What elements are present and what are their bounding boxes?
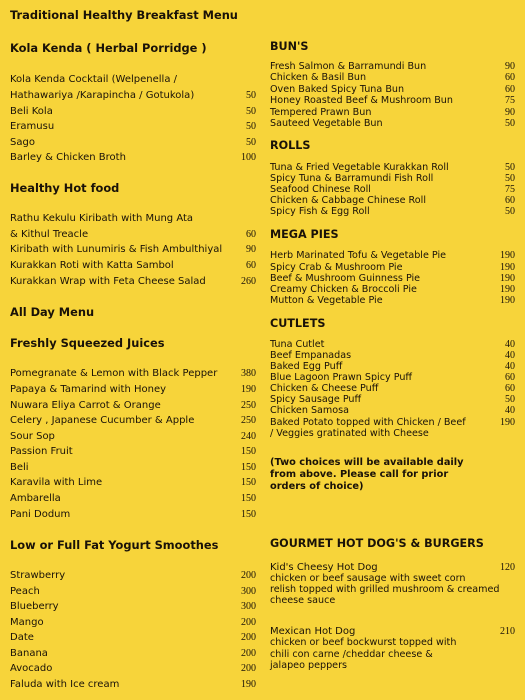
menu-item-name: Oven Baked Spicy Tuna Bun <box>270 84 405 95</box>
menu-item-price: 190 <box>241 679 256 690</box>
menu-item-price: 50 <box>505 206 515 217</box>
menu-item-price: 40 <box>505 361 515 372</box>
menu-item-name: Creamy Chicken & Broccoli Pie <box>270 284 417 295</box>
mega-pies-heading: MEGA PIES <box>270 228 339 241</box>
menu-item-description: chicken or beef bockwurst topped with <box>270 637 457 648</box>
menu-item-name: Sauteed Vegetable Bun <box>270 118 383 129</box>
menu-item-name: Herb Marinated Tofu & Vegetable Pie <box>270 250 447 261</box>
menu-item-name: Spicy Tuna & Barramundi Fish Roll <box>270 173 434 184</box>
menu-item-price: 210 <box>500 626 515 637</box>
menu-item-price: 90 <box>505 107 515 118</box>
menu-item-name: Tuna & Fried Vegetable Kurakkan Roll <box>270 162 449 173</box>
menu-item-price: 60 <box>505 383 515 394</box>
menu-item-name: Papaya & Tamarind with Honey <box>10 384 167 395</box>
menu-item-price: 60 <box>505 84 515 95</box>
menu-item-name: Fresh Salmon & Barramundi Bun <box>270 61 427 72</box>
menu-item-name: Honey Roasted Beef & Mushroom Bun <box>270 95 453 106</box>
menu-item-name: Spicy Sausage Puff <box>270 394 362 405</box>
menu-item-name: Mango <box>10 617 44 628</box>
menu-item-name: Chicken & Cheese Puff <box>270 383 379 394</box>
menu-item-price: 60 <box>505 195 515 206</box>
menu-item-name: Faluda with Ice cream <box>10 679 120 690</box>
menu-item-name: Chicken Samosa <box>270 405 350 416</box>
menu-item-price: 200 <box>241 632 256 643</box>
menu-item-name: Pomegranate & Lemon with Black Pepper <box>10 368 218 379</box>
menu-item-price: 120 <box>500 562 515 573</box>
menu-item-price: 40 <box>505 405 515 416</box>
menu-item-price: 40 <box>505 350 515 361</box>
menu-item-description: cheese sauce <box>270 595 336 606</box>
kola-kenda-heading: Kola Kenda ( Herbal Porridge ) <box>10 41 207 55</box>
menu-item-price: 50 <box>246 121 256 132</box>
smoothies-heading: Low or Full Fat Yogurt Smoothes <box>10 538 219 552</box>
menu-item-description: chicken or beef sausage with sweet corn <box>270 573 466 584</box>
menu-item-name: Kurakkan Roti with Katta Sambol <box>10 260 174 271</box>
cutlets-heading: CUTLETS <box>270 317 326 330</box>
menu-item-price: 150 <box>241 462 256 473</box>
note-line: orders of choice) <box>270 481 364 492</box>
menu-item-name: Rathu Kekulu Kiribath with Mung Ata <box>10 213 194 224</box>
menu-item-price: 150 <box>241 509 256 520</box>
menu-item-price: 200 <box>241 648 256 659</box>
menu-item-price: 50 <box>505 173 515 184</box>
hot-food-heading: Healthy Hot food <box>10 181 120 195</box>
menu-item-name: Kiribath with Lunumiris & Fish Ambulthiyal <box>10 244 223 255</box>
menu-item-name: / Veggies gratinated with Cheese <box>270 428 429 439</box>
hotdogs-heading: GOURMET HOT DOG'S & BURGERS <box>270 537 484 550</box>
menu-item-name: Tuna Cutlet <box>270 339 325 350</box>
menu-item-name: Avocado <box>10 663 53 674</box>
menu-item-name: Hathawariya /Karapincha / Gotukola) <box>10 90 195 101</box>
menu-item-name: Beli <box>10 462 29 473</box>
menu-item-price: 90 <box>246 244 256 255</box>
menu-item-price: 50 <box>246 137 256 148</box>
menu-item-price: 200 <box>241 570 256 581</box>
menu-item-price: 150 <box>241 493 256 504</box>
menu-item-description: relish topped with grilled mushroom & creamed <box>270 584 500 595</box>
menu-item-price: 150 <box>241 446 256 457</box>
menu-item-description: chili con carne /cheddar cheese & <box>270 649 433 660</box>
menu-item-price: 300 <box>241 601 256 612</box>
menu-item-name: Date <box>10 632 34 643</box>
menu-item-name: Banana <box>10 648 48 659</box>
all-day-menu-title: All Day Menu <box>10 305 95 319</box>
menu-item-name: Beef & Mushroom Guinness Pie <box>270 273 421 284</box>
menu-item-price: 50 <box>246 90 256 101</box>
menu-item-name: Mexican Hot Dog <box>270 626 356 637</box>
menu-item-name: Blue Lagoon Prawn Spicy Puff <box>270 372 413 383</box>
menu-item-name: Passion Fruit <box>10 446 73 457</box>
menu-item-price: 100 <box>241 152 256 163</box>
menu-item-name: Chicken & Basil Bun <box>270 72 367 83</box>
menu-item-name: Karavila with Lime <box>10 477 103 488</box>
menu-item-price: 50 <box>505 394 515 405</box>
menu-item-name: Sago <box>10 137 35 148</box>
menu-item-name: Sour Sop <box>10 431 55 442</box>
menu-item-name: Nuwara Eliya Carrot & Orange <box>10 400 161 411</box>
menu-item-price: 50 <box>505 162 515 173</box>
breakfast-menu-title: Traditional Healthy Breakfast Menu <box>10 8 238 22</box>
menu-item-name: Spicy Fish & Egg Roll <box>270 206 370 217</box>
menu-item-price: 380 <box>241 368 256 379</box>
menu-item-name: Beef Empanadas <box>270 350 352 361</box>
menu-item-price: 250 <box>241 400 256 411</box>
menu-item-name: Seafood Chinese Roll <box>270 184 371 195</box>
menu-item-name: Baked Egg Puff <box>270 361 343 372</box>
menu-item-price: 190 <box>500 417 515 428</box>
menu-item-price: 300 <box>241 586 256 597</box>
menu-item-name: Chicken & Cabbage Chinese Roll <box>270 195 426 206</box>
menu-item-price: 60 <box>505 372 515 383</box>
menu-item-name: Celery , Japanese Cucumber & Apple <box>10 415 195 426</box>
menu-item-price: 75 <box>505 95 515 106</box>
menu-item-price: 150 <box>241 477 256 488</box>
menu-item-name: Kid's Cheesy Hot Dog <box>270 562 378 573</box>
menu-item-price: 50 <box>246 106 256 117</box>
menu-item-price: 190 <box>500 273 515 284</box>
menu-item-name: Kurakkan Wrap with Feta Cheese Salad <box>10 276 206 287</box>
menu-item-description: jalapeo peppers <box>270 660 348 671</box>
menu-item-name: Barley & Chicken Broth <box>10 152 126 163</box>
menu-item-name: Eramusu <box>10 121 55 132</box>
menu-item-price: 190 <box>500 284 515 295</box>
menu-item-name: Blueberry <box>10 601 59 612</box>
menu-item-price: 200 <box>241 663 256 674</box>
menu-item-price: 200 <box>241 617 256 628</box>
buns-heading: BUN'S <box>270 40 309 53</box>
menu-item-name: Kola Kenda Cocktail (Welpenella / <box>10 74 177 85</box>
note-line: (Two choices will be available daily <box>270 457 464 468</box>
menu-item-name: Pani Dodum <box>10 509 71 520</box>
menu-item-price: 190 <box>500 262 515 273</box>
menu-item-price: 60 <box>246 229 256 240</box>
juices-heading: Freshly Squeezed Juices <box>10 336 165 350</box>
note-line: from above. Please call for prior <box>270 469 449 480</box>
menu-item-price: 240 <box>241 431 256 442</box>
menu-item-price: 190 <box>500 250 515 261</box>
menu-item-price: 40 <box>505 339 515 350</box>
rolls-heading: ROLLS <box>270 139 311 152</box>
menu-item-name: Peach <box>10 586 40 597</box>
menu-item-price: 260 <box>241 276 256 287</box>
menu-item-name: Ambarella <box>10 493 61 504</box>
menu-item-name: Tempered Prawn Bun <box>270 107 372 118</box>
menu-item-name: & Kithul Treacle <box>10 229 89 240</box>
menu-item-name: Spicy Crab & Mushroom Pie <box>270 262 403 273</box>
menu-item-name: Baked Potato topped with Chicken / Beef <box>270 417 466 428</box>
menu-item-price: 190 <box>241 384 256 395</box>
menu-item-price: 250 <box>241 415 256 426</box>
menu-item-name: Mutton & Vegetable Pie <box>270 295 383 306</box>
menu-item-name: Beli Kola <box>10 106 53 117</box>
menu-item-price: 90 <box>505 61 515 72</box>
menu-item-price: 60 <box>246 260 256 271</box>
menu-item-price: 50 <box>505 118 515 129</box>
menu-item-price: 60 <box>505 72 515 83</box>
menu-item-price: 190 <box>500 295 515 306</box>
menu-item-price: 75 <box>505 184 515 195</box>
menu-item-name: Strawberry <box>10 570 66 581</box>
